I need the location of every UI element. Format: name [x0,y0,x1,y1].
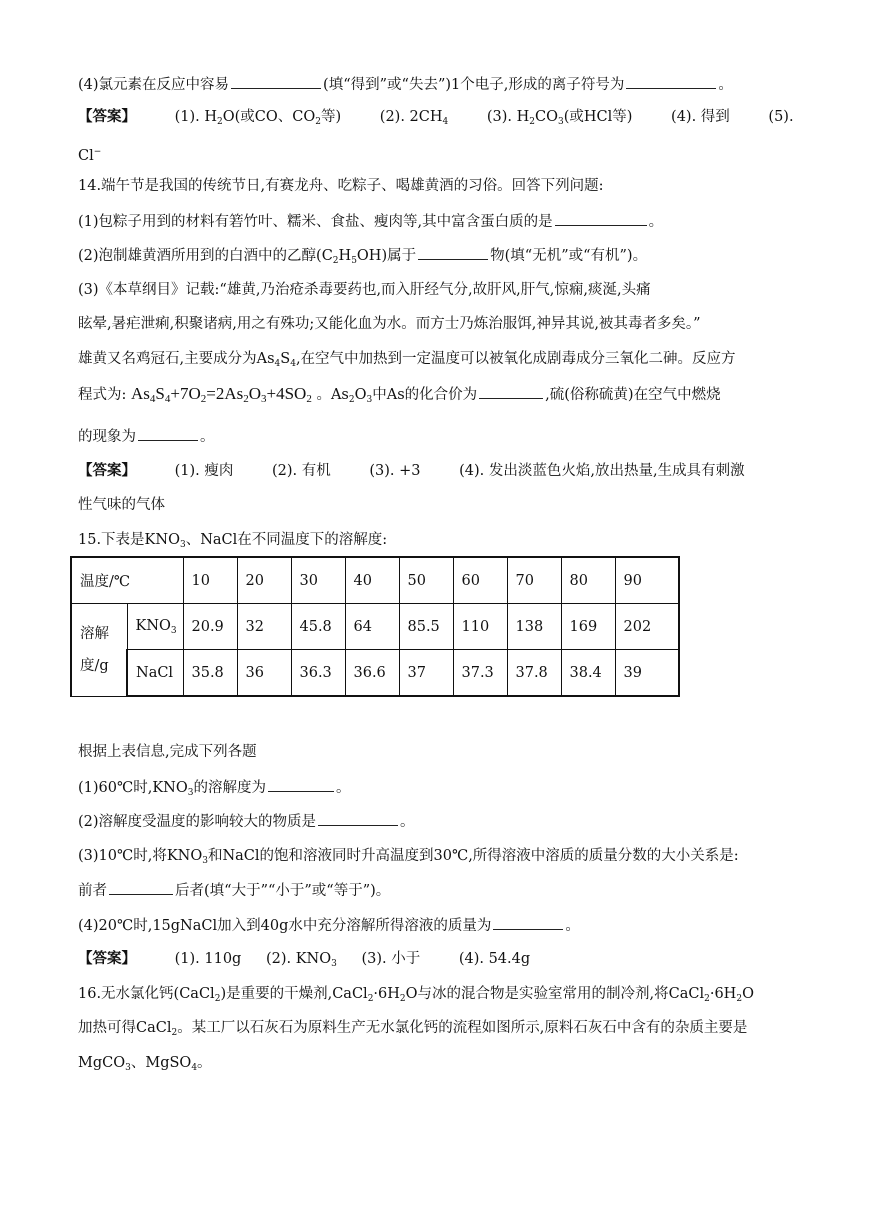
text: ,硫(俗称硫黄)在空气中燃烧 [545,387,721,403]
table-cell: 110 [453,604,507,650]
eq-part: S [155,384,165,403]
text: 物(填“无机”或“有机”)。 [490,248,648,264]
eq-part: =2As [206,384,244,403]
eq-part: O [248,384,262,403]
sub: 2 [306,393,312,405]
sub: 4 [164,393,171,405]
text: (2)泡制雄黄酒所用到的白酒中的乙醇(C [78,248,333,264]
table-cell: 85.5 [399,604,453,650]
sub: 4 [290,359,296,369]
text: O [742,986,754,1002]
sub: 3 [331,959,337,969]
sub: 4 [191,1063,198,1073]
text: Cl [78,148,94,164]
table-cell: 64 [345,604,399,650]
q15-part4 [78,915,580,936]
table-cell: 38.4 [561,650,615,697]
text: 后者(填“大于”“小于”或“等于”)。 [175,883,391,899]
blank [626,74,716,89]
text: 。 [200,429,215,445]
text: 。As [316,387,349,403]
sub: 2 [736,994,743,1004]
solubility-label [71,604,127,697]
q14-part3-l1: (3)《本草纲目》记载:“雄黄,乃治疮杀毒要药也,而入肝经气分,故肝风,肝气,惊痫,痰涎,头痛 [78,282,651,298]
sub: 4 [149,393,156,405]
table-cell: 35.8 [183,650,237,697]
sub: 2 [171,1028,178,1038]
text: (1). 瘦肉 [174,463,234,479]
reaction-equation [131,384,312,403]
sub: 3 [187,788,194,798]
text: KNO [135,617,171,634]
blank [493,915,563,930]
text: 等) [321,109,342,125]
text: (4)20℃时,15gNaCl加入到40g水中充分溶解所得溶液的质量为 [78,918,492,934]
text: (4). 发出淡蓝色火焰,放出热量,生成具有刺激 [459,463,745,479]
q13-answer [78,107,794,132]
text: (3). +3 [369,463,421,479]
nacl-label: NaCl [127,650,183,697]
q13-part4 [78,74,733,95]
text: (4). 54.4g [458,951,531,967]
text: OH)属于 [356,248,417,264]
sub: 2 [399,994,406,1004]
sub: 3 [366,395,373,405]
text: 。某工厂以石灰石为原料生产无水氯化钙的流程如图所示,原料石灰石中含有的杂质主要是 [177,1020,748,1036]
sub: 3 [125,1063,131,1073]
table-cell: 90 [615,557,679,604]
sub: 3 [202,856,208,866]
text: 溶解 [80,625,109,642]
blank [109,880,173,895]
sub: 3 [261,393,267,405]
text: (2). KNO [265,951,332,967]
text: O(或CO、CO [222,109,316,125]
kno3-label [127,604,183,650]
text: ,在空气中加热到一定温度可以被氧化成剧毒成分三氧化二砷。反应方 [295,351,736,367]
sub: 4 [274,359,281,369]
text: ·6H [709,986,737,1002]
q14-part3-l2: 眩晕,暑疟泄痢,积聚诸病,用之有殊功;又能化血为水。而方士乃炼治服饵,神异其说,被其毒者多矣。” [78,316,701,332]
text: (1)包粽子用到的材料有箬竹叶、糯米、食盐、瘦肉等,其中富含蛋白质的是 [78,214,553,230]
table-row [71,604,679,650]
text: 、MgSO [130,1055,192,1071]
text: (2)溶解度受温度的影响较大的物质是 [78,814,317,830]
q16-l1 [78,984,754,1009]
temp-header: 温度/℃ [71,557,183,604]
text: 。 [400,814,415,830]
q15-part2 [78,811,415,832]
text: (4). 得到 [671,109,730,125]
sub: 3 [179,540,186,550]
text: 雄黄又名鸡冠石,主要成分为As [78,351,275,367]
sub: 2 [217,117,223,127]
q15-stem [78,530,387,555]
text: )是重要的干燥剂,CaCl [220,986,368,1002]
solubility-table [70,556,680,697]
text: O [354,387,367,403]
sub: 4 [442,117,449,127]
table-cell: 37 [399,650,453,697]
text: 、NaCl在不同温度下的溶解度: [185,532,388,548]
sub: 3 [170,625,177,636]
sub: 2 [200,393,207,405]
table-cell: 10 [183,557,237,604]
table-row [71,557,679,604]
q13-answer-cont [78,142,101,166]
q15-intro: 根据上表信息,完成下列各题 [78,744,257,760]
text: 。 [718,77,733,93]
blank [138,426,198,441]
text: ·6H [373,986,400,1002]
text: (4)氯元素在反应中容易 [78,77,230,93]
table-cell: 37.3 [453,650,507,697]
sup: − [93,147,102,157]
sub: 2 [348,395,355,405]
text: 加热可得CaCl [78,1020,172,1036]
text: 的溶解度为 [193,780,266,796]
blank [268,777,334,792]
eq-part: +7O [170,384,201,403]
text: (填“得到”或“失去”)1个电子,形成的离子符号为 [323,77,625,93]
table-cell: 39 [615,650,679,697]
text: (2). 有机 [271,463,331,479]
table-cell: 32 [237,604,291,650]
q14-part1 [78,211,663,232]
answer-label: 【答案】 [78,950,136,967]
table-cell: 202 [615,604,679,650]
q14-part3-l4 [78,384,721,410]
text: (1). H [174,109,218,125]
text: 。 [648,214,664,230]
table-cell: 80 [561,557,615,604]
text: 。 [335,780,351,796]
blank [418,245,488,260]
sub: 2 [332,256,339,266]
answer-label: 【答案】 [78,108,136,125]
q14-answer [78,461,745,481]
eq-part: As [131,384,150,403]
blank [555,211,647,226]
text: H [338,248,352,264]
table-row [71,650,679,697]
q14-stem: 14.端午节是我国的传统节日,有赛龙舟、吃粽子、喝雄黄酒的习俗。回答下列问题: [78,178,604,194]
q15-answer [78,949,530,974]
text: (3). 小于 [361,951,421,967]
q15-part3 [78,846,739,871]
table-cell: 138 [507,604,561,650]
sub: 3 [557,117,564,127]
text: O与冰的混合物是实验室常用的制冷剂,将CaCl [405,986,705,1002]
answer-label: 【答案】 [78,462,136,479]
text: (5). [768,109,794,125]
table-cell: 40 [345,557,399,604]
table-cell: 37.8 [507,650,561,697]
text: (3)10℃时,将KNO [78,848,203,864]
table-cell: 45.8 [291,604,345,650]
table-cell: 36.6 [345,650,399,697]
text: CO [535,109,558,125]
blank [318,811,398,826]
text: 。 [197,1055,212,1071]
q15-part3-cont [78,880,390,901]
table-cell: 70 [507,557,561,604]
q14-part2 [78,245,647,271]
text: 16.无水氯化钙(CaCl [78,986,215,1002]
sub: 2 [529,117,535,127]
text: (1)60℃时,KNO [78,780,188,796]
table-cell: 20 [237,557,291,604]
sub: 2 [315,117,321,127]
eq-part: +4SO [266,384,307,403]
text: 度/g [80,657,109,674]
text: (2). 2CH [379,109,443,125]
text: 中As的化合价为 [372,387,478,403]
sub: 5 [351,256,357,266]
q14-part3-l3 [78,349,736,374]
sub: 2 [367,994,374,1004]
text: (或HCl等) [563,109,633,125]
blank [231,74,321,89]
table-cell: 50 [399,557,453,604]
text: 前者 [78,883,107,899]
table-cell: 36.3 [291,650,345,697]
text: (1). 110g [174,951,242,967]
text: 程式为: [78,387,127,403]
q16-l2 [78,1018,747,1043]
q15-part1 [78,777,350,803]
text: 15.下表是KNO [78,532,180,548]
text: 。 [565,918,580,934]
sub: 2 [704,994,710,1004]
table-cell: 30 [291,557,345,604]
q16-l3 [78,1053,212,1078]
q14-answer-cont: 性气味的气体 [78,497,165,513]
text: (3). H [486,109,530,125]
table-cell: 36 [237,650,291,697]
table-cell: 20.9 [183,604,237,650]
table-cell: 60 [453,557,507,604]
text: MgCO [78,1055,126,1071]
blank [479,384,543,399]
text: 的现象为 [78,429,136,445]
table-cell: 169 [561,604,615,650]
text: S [280,351,291,367]
text: 和NaCl的饱和溶液同时升高温度到30℃,所得溶液中溶质的质量分数的大小关系是: [207,848,739,864]
sub: 2 [243,393,249,405]
q14-part3-l5 [78,426,215,447]
sub: 2 [214,994,221,1004]
